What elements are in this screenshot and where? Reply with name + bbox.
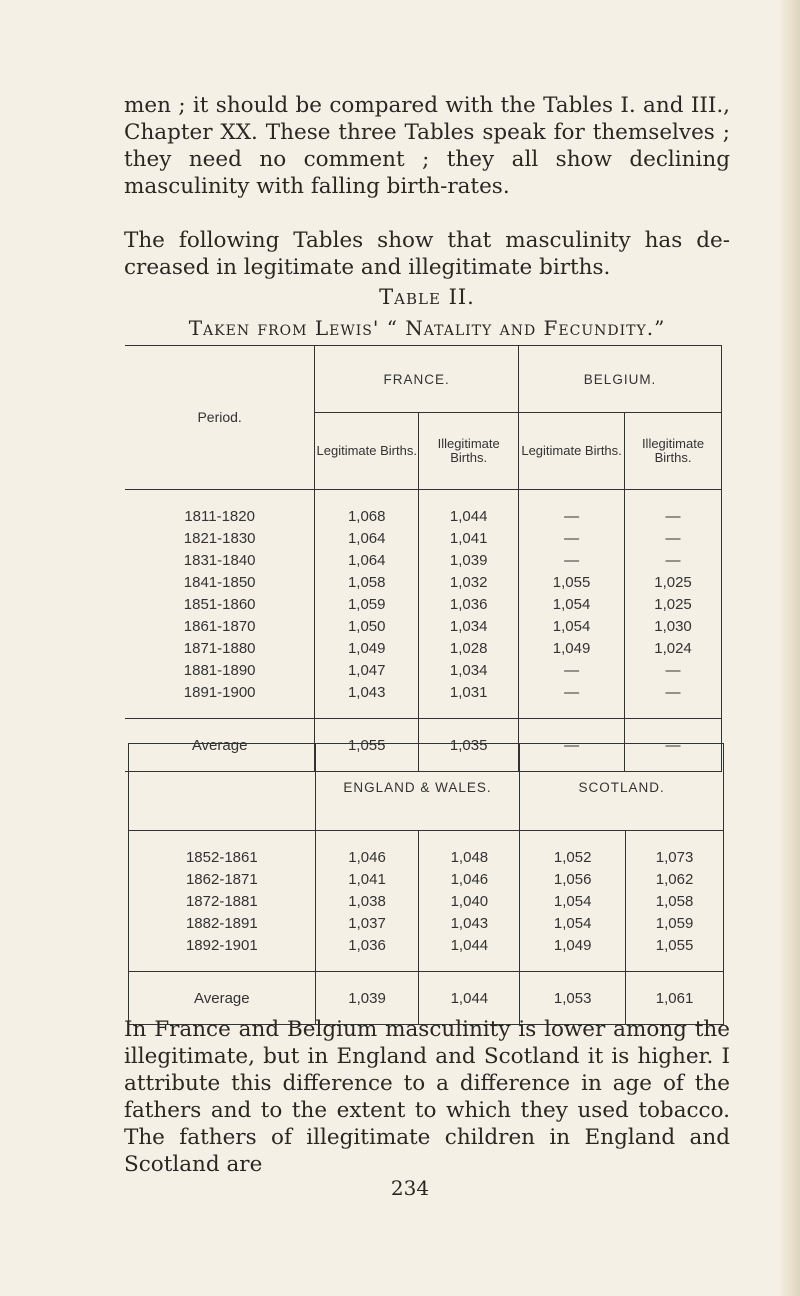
period-cell: 1891-1900 bbox=[183, 684, 256, 701]
value-cell: — bbox=[564, 508, 580, 525]
value-cell: 1,034 bbox=[449, 662, 488, 679]
belgium-illegit-column bbox=[625, 490, 722, 719]
value-cell: — bbox=[665, 684, 681, 701]
average-value: 1,044 bbox=[419, 972, 520, 1025]
col-header: Legitimate Births. bbox=[519, 413, 625, 490]
paragraph-continuation: men ; it should be compared with the Tables I. and III., Chapter XX. These three Tables speak for themselves ; they need no comment ; they all show declining masculinity with falling birth-rates. bbox=[124, 93, 730, 199]
value-cell: 1,055 bbox=[655, 937, 694, 954]
period-cell: 1872-1881 bbox=[185, 893, 258, 910]
england-legit-column bbox=[315, 831, 419, 972]
value-cell: 1,064 bbox=[347, 552, 386, 569]
table-subtitle: Taken from Lewis' “ Natality and Fecundity.” bbox=[188, 316, 666, 340]
value-cell: — bbox=[564, 530, 580, 547]
value-cell: 1,028 bbox=[449, 640, 488, 657]
value-cell: 1,054 bbox=[552, 618, 591, 635]
empty-header-cell bbox=[129, 744, 316, 831]
value-cell: 1,049 bbox=[552, 640, 591, 657]
page-edge bbox=[778, 0, 800, 1296]
value-cell: 1,058 bbox=[655, 893, 694, 910]
value-cell: 1,044 bbox=[450, 937, 489, 954]
paragraph-conclusion: In France and Belgium masculinity is lower among the illegitimate, but in England and Scotland it is higher. I attribute this difference to a difference in age of the fathers and to the extent to which they used tobacco. The fathers of illegitimate children in England and Scotland are bbox=[124, 1017, 730, 1177]
group-header-france: FRANCE. bbox=[315, 346, 519, 413]
table-title: Table II. bbox=[379, 285, 475, 309]
period-cell: 1841-1850 bbox=[183, 574, 256, 591]
value-cell: 1,036 bbox=[348, 937, 386, 954]
value-cell: 1,044 bbox=[449, 508, 488, 525]
value-cell: 1,025 bbox=[654, 596, 692, 613]
average-label: Average bbox=[125, 719, 315, 772]
value-cell: 1,052 bbox=[553, 849, 592, 866]
period-cell: 1881-1890 bbox=[183, 662, 256, 679]
period-column bbox=[129, 831, 316, 972]
value-cell: — bbox=[665, 552, 681, 569]
value-cell: 1,064 bbox=[347, 530, 386, 547]
table-england-scotland bbox=[128, 743, 724, 1025]
average-value: 1,055 bbox=[315, 719, 419, 772]
england-illegit-column bbox=[419, 831, 520, 972]
value-cell: 1,056 bbox=[553, 871, 592, 888]
group-header-england: ENGLAND & WALES. bbox=[315, 744, 520, 831]
period-cell: 1811-1820 bbox=[184, 508, 255, 525]
period-cell: 1851-1860 bbox=[183, 596, 256, 613]
col-header: Legitimate Births. bbox=[315, 413, 419, 490]
period-header-cell bbox=[125, 346, 315, 490]
period-cell: 1871-1880 bbox=[183, 640, 256, 657]
average-value: 1,039 bbox=[315, 972, 419, 1025]
value-cell: 1,043 bbox=[347, 684, 386, 701]
period-cell: 1861-1870 bbox=[183, 618, 256, 635]
value-cell: 1,055 bbox=[552, 574, 591, 591]
value-cell: 1,041 bbox=[348, 871, 386, 888]
value-cell: 1,025 bbox=[654, 574, 692, 591]
value-cell: — bbox=[564, 662, 580, 679]
scotland-legit-column bbox=[520, 831, 626, 972]
value-cell: 1,046 bbox=[348, 849, 386, 866]
average-value: 1,053 bbox=[520, 972, 626, 1025]
value-cell: 1,046 bbox=[450, 871, 489, 888]
value-cell: 1,049 bbox=[553, 937, 592, 954]
value-cell: 1,062 bbox=[655, 871, 694, 888]
value-cell: 1,024 bbox=[654, 640, 692, 657]
value-cell: 1,043 bbox=[450, 915, 489, 932]
value-cell: 1,048 bbox=[450, 849, 489, 866]
average-value: — bbox=[625, 719, 722, 772]
value-cell: 1,030 bbox=[654, 618, 692, 635]
value-cell: — bbox=[665, 662, 681, 679]
value-cell: 1,050 bbox=[347, 618, 386, 635]
value-cell: 1,054 bbox=[553, 915, 592, 932]
average-label: Average bbox=[129, 972, 316, 1025]
page-number: 234 bbox=[390, 1176, 430, 1200]
period-cell: 1831-1840 bbox=[183, 552, 256, 569]
france-illegit-column bbox=[419, 490, 519, 719]
value-cell: 1,040 bbox=[450, 893, 489, 910]
average-value: 1,035 bbox=[419, 719, 519, 772]
value-cell: 1,038 bbox=[348, 893, 386, 910]
france-legit-column bbox=[315, 490, 419, 719]
paragraph-intro: The following Tables show that masculinity has de-creased in legitimate and illegitimate births. bbox=[124, 228, 730, 280]
value-cell: 1,068 bbox=[347, 508, 386, 525]
value-cell: 1,054 bbox=[553, 893, 592, 910]
value-cell: 1,032 bbox=[449, 574, 488, 591]
value-cell: 1,058 bbox=[347, 574, 386, 591]
value-cell: 1,037 bbox=[348, 915, 386, 932]
period-cell: 1821-1830 bbox=[183, 530, 256, 547]
period-cell: 1862-1871 bbox=[185, 871, 258, 888]
value-cell: 1,047 bbox=[347, 662, 386, 679]
col-header: Illegitimate Births. bbox=[419, 413, 519, 490]
belgium-legit-column bbox=[519, 490, 625, 719]
group-header-scotland: SCOTLAND. bbox=[520, 744, 724, 831]
average-value: 1,061 bbox=[626, 972, 724, 1025]
period-header: Period. bbox=[197, 408, 242, 425]
value-cell: 1,049 bbox=[347, 640, 386, 657]
value-cell: 1,059 bbox=[655, 915, 694, 932]
value-cell: — bbox=[564, 684, 580, 701]
table-france-belgium bbox=[125, 345, 722, 772]
value-cell: 1,059 bbox=[347, 596, 386, 613]
value-cell: — bbox=[665, 530, 681, 547]
value-cell: — bbox=[564, 552, 580, 569]
value-cell: 1,054 bbox=[552, 596, 591, 613]
period-cell: 1852-1861 bbox=[185, 849, 258, 866]
period-cell: 1892-1901 bbox=[185, 937, 258, 954]
value-cell: 1,073 bbox=[655, 849, 694, 866]
value-cell: 1,041 bbox=[449, 530, 488, 547]
period-column bbox=[125, 490, 315, 719]
scotland-illegit-column bbox=[626, 831, 724, 972]
group-header-belgium: BELGIUM. bbox=[519, 346, 722, 413]
value-cell: 1,039 bbox=[449, 552, 488, 569]
average-value: — bbox=[519, 719, 625, 772]
value-cell: — bbox=[665, 508, 681, 525]
value-cell: 1,034 bbox=[449, 618, 488, 635]
value-cell: 1,036 bbox=[449, 596, 488, 613]
value-cell: 1,031 bbox=[449, 684, 488, 701]
period-cell: 1882-1891 bbox=[185, 915, 258, 932]
col-header: Illegitimate Births. bbox=[625, 413, 722, 490]
